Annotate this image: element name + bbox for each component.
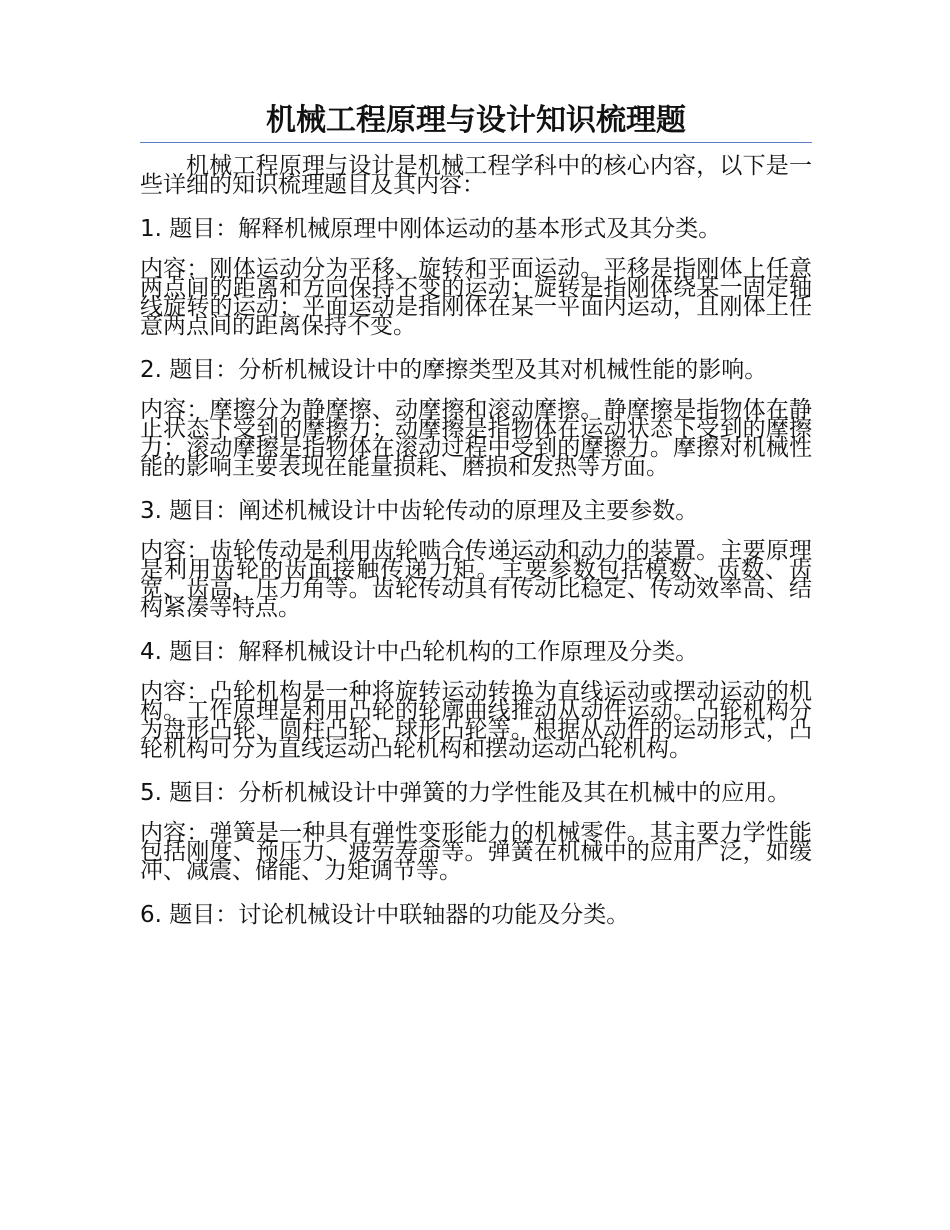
content-3: 内容：齿轮传动是利用齿轮啮合传递运动和动力的装置。主要原理是利用齿轮的齿面接触传递力矩。主要参数包括模数、齿数、齿宽、齿高、压力角等。齿轮传动具有传动比稳定、传动效率高、结构紧凑等特点。 [140,538,812,621]
intro-paragraph: 机械工程原理与设计是机械工程学科中的核心内容，以下是一些详细的知识梳理题目及其内容： [140,153,812,198]
content-4: 内容：凸轮机构是一种将旋转运动转换为直线运动或摆动运动的机构。工作原理是利用凸轮的轮廓曲线推动从动件运动。凸轮机构分为盘形凸轮、圆柱凸轮、球形凸轮等。根据从动件的运动形式，凸轮机构可分为直线运动凸轮机构和摆动运动凸轮机构。 [140,679,812,762]
question-5: 5. 题目：分析机械设计中弹簧的力学性能及其在机械中的应用。 [140,780,791,806]
content-5: 内容：弹簧是一种具有弹性变形能力的机械零件。其主要力学性能包括刚度、预压力、疲劳寿命等。弹簧在机械中的应用广泛，如缓冲、减震、储能、力矩调节等。 [140,820,812,884]
question-3: 3. 题目：阐述机械设计中齿轮传动的原理及主要参数。 [140,498,699,524]
content-2: 内容：摩擦分为静摩擦、动摩擦和滚动摩擦。静摩擦是指物体在静止状态下受到的摩擦力；动摩擦是指物体在运动状态下受到的摩擦力；滚动摩擦是指物体在滚动过程中受到的摩擦力。摩擦对机械性能的影响主要表现在能量损耗、磨损和发热等方面。 [140,397,812,480]
title-block [140,100,812,143]
document-page [140,100,812,946]
question-2: 2. 题目：分析机械设计中的摩擦类型及其对机械性能的影响。 [140,357,768,383]
question-4: 4. 题目：解释机械设计中凸轮机构的工作原理及分类。 [140,639,699,665]
document-title: 机械工程原理与设计知识梳理题 [266,103,686,138]
question-1: 1. 题目：解释机械原理中刚体运动的基本形式及其分类。 [140,216,722,242]
content-1: 内容：刚体运动分为平移、旋转和平面运动。平移是指刚体上任意两点间的距离和方向保持不变的运动；旋转是指刚体绕某一固定轴线旋转的运动；平面运动是指刚体在某一平面内运动，且刚体上任意两点间的距离保持不变。 [140,256,812,339]
question-6: 6. 题目：讨论机械设计中联轴器的功能及分类。 [140,902,630,928]
